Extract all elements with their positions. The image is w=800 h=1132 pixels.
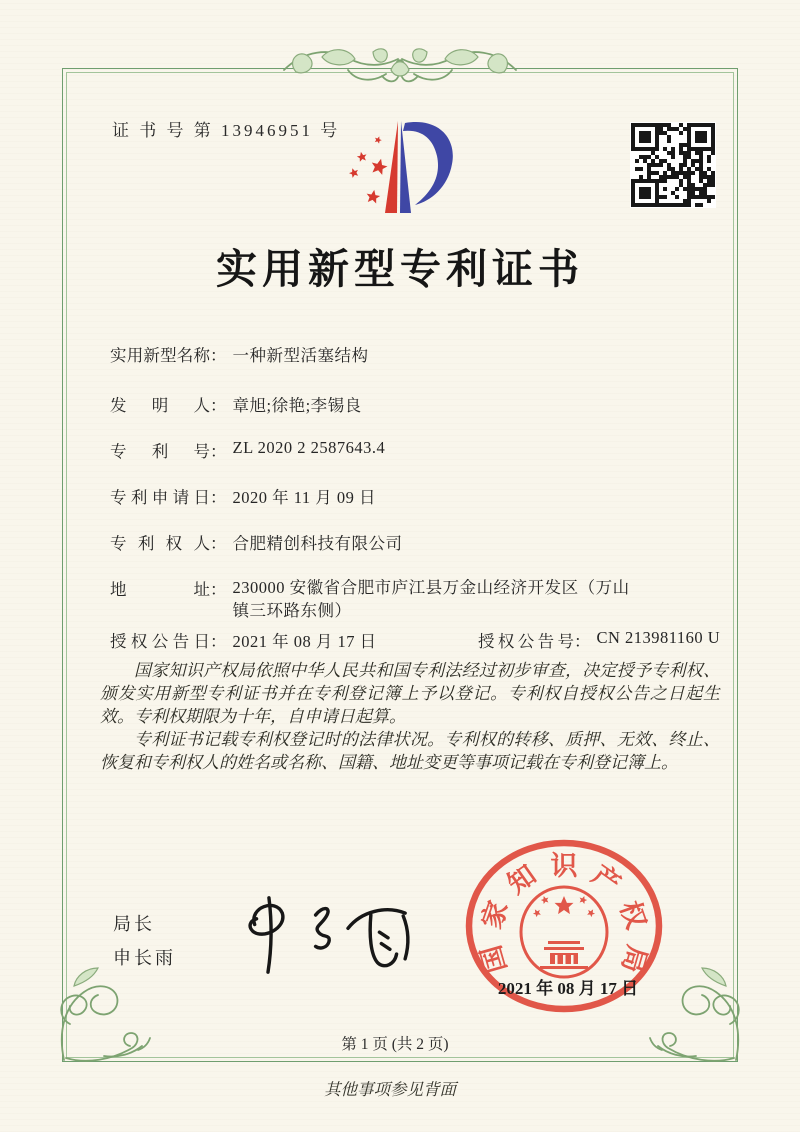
svg-text:知: 知: [502, 859, 542, 900]
field-value: 230000 安徽省合肥市庐江县万金山经济开发区（万山镇三环路东侧）: [232, 578, 630, 620]
seal-date: 2021 年 08 月 17 日: [497, 979, 639, 998]
field-label: 地址: [110, 580, 210, 599]
field-value: CN 213981160 U: [596, 628, 721, 647]
field-label: 发明人: [110, 396, 210, 415]
field-row-patentee: [110, 530, 710, 554]
field-colon: ：: [210, 632, 227, 651]
field-label: 实用新型名称: [110, 346, 210, 365]
field-label: 专利权人: [110, 534, 210, 553]
field-colon: ：: [210, 442, 227, 461]
field-value: 2020 年 11 月 09 日: [232, 488, 377, 507]
field-row-patent-no: [110, 438, 710, 462]
svg-text:识: 识: [550, 851, 578, 881]
svg-text:产: 产: [586, 859, 626, 900]
field-label: 授权公告号: [478, 632, 574, 651]
cnipa-logo-icon: [333, 106, 483, 228]
field-row-filing-date: [110, 484, 710, 508]
svg-text:国: 国: [475, 942, 512, 977]
svg-text:局: 局: [616, 942, 653, 977]
field-colon: ：: [210, 580, 227, 599]
field-colon: ：: [210, 396, 227, 415]
field-grant-no: [478, 628, 720, 652]
legal-body-text: [100, 659, 720, 774]
field-value: 章旭;徐艳;李锡良: [232, 396, 362, 415]
field-colon: ：: [210, 534, 227, 553]
field-row-name: [110, 342, 710, 366]
field-label: 专利号: [110, 442, 210, 461]
field-label: 专利申请日: [110, 488, 210, 507]
field-row-address: [110, 576, 710, 622]
field-value: 一种新型活塞结构: [232, 346, 369, 365]
field-colon: ：: [210, 346, 227, 365]
qr-code: [630, 122, 716, 208]
commissioner-title: 局长: [113, 914, 155, 934]
back-side-note: 其他事项参见背面: [324, 1080, 456, 1099]
legal-paragraph-2: 专利证书记载专利权登记时的法律状况。专利权的转移、质押、无效、终止、恢复和专利权人的姓名或名称、国籍、地址变更等事项记载在专利登记簿上。: [100, 730, 720, 772]
handwritten-signature: [228, 884, 428, 986]
field-label: 授权公告日: [110, 632, 210, 651]
field-colon: ：: [210, 488, 227, 507]
commissioner-name: 申长雨: [113, 948, 176, 968]
flourish-ornament-top: [278, 40, 522, 104]
field-colon: ：: [574, 632, 591, 651]
certificate-title: 实用新型专利证书: [216, 246, 584, 292]
svg-text:权: 权: [614, 897, 652, 933]
field-row-inventors: [110, 392, 710, 416]
field-row-grant: [110, 628, 721, 652]
page-number-info: 第 1 页 (共 2 页): [341, 1036, 449, 1053]
field-value: ZL 2020 2 2587643.4: [232, 438, 386, 457]
field-value: 合肥精创科技有限公司: [232, 534, 403, 553]
legal-paragraph-1: 国家知识产权局依照中华人民共和国专利法经过初步审查，决定授予专利权、颁发实用新型专利证书并在专利登记簿上予以登记。专利权自授权公告之日起生效。专利权期限为十年，自申请日起算。: [100, 661, 720, 726]
field-value: 2021 年 08 月 17 日: [232, 632, 377, 651]
svg-text:家: 家: [476, 897, 514, 933]
certificate-number: 证 书 号 第 13946951 号: [112, 121, 341, 140]
